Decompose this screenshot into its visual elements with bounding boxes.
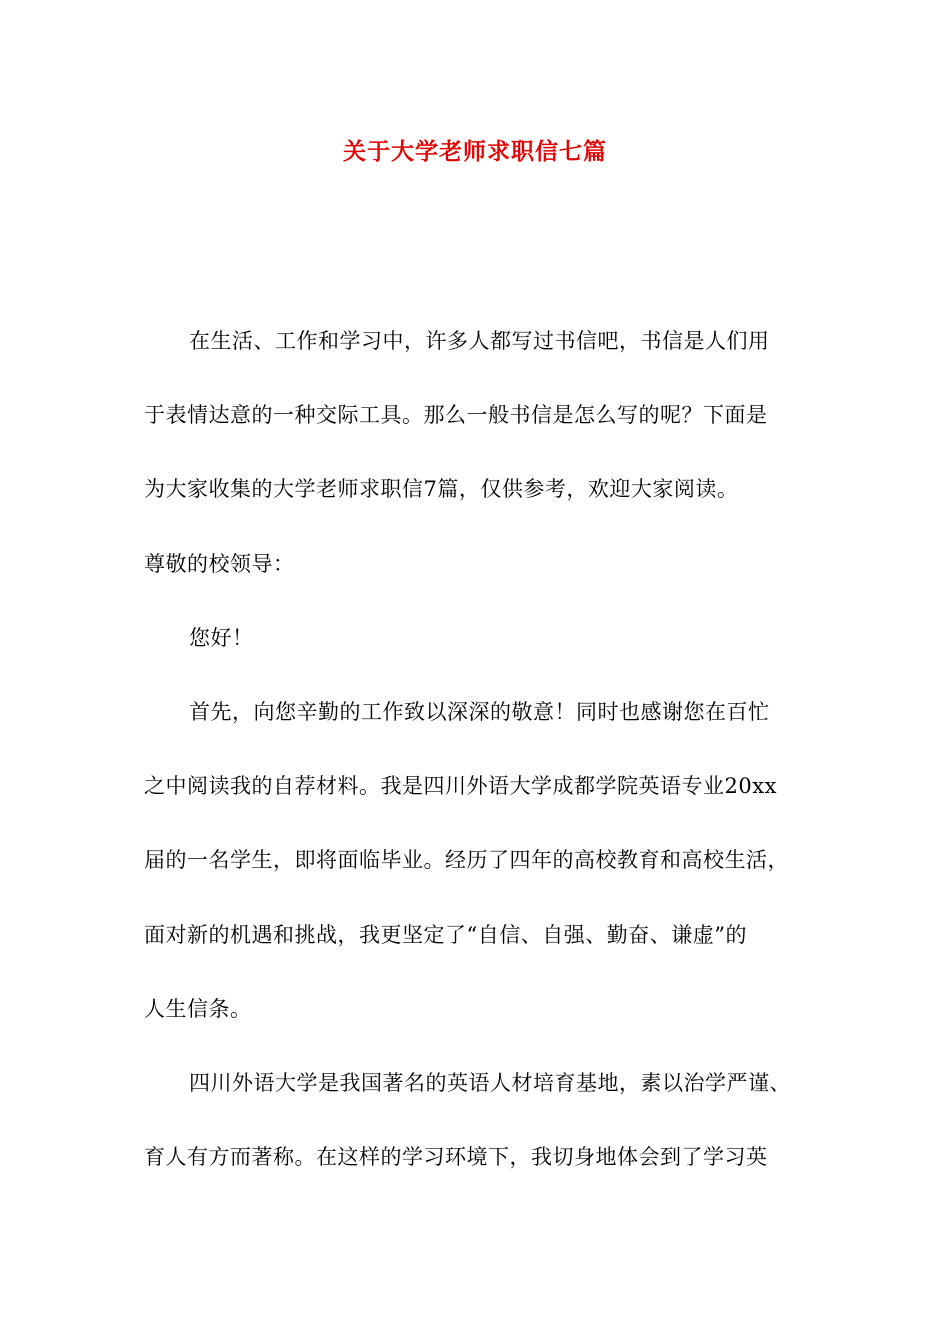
document-body: [144, 323, 812, 1213]
text-line: 面对新的机遇和挑战，我更坚定了“自信、自强、勤奋、谦虚”的: [144, 922, 747, 947]
text-line: 届的一名学生，即将面临毕业。经历了四年的高校教育和高校生活，: [144, 848, 789, 873]
text-line: 之中阅读我的自荐材料。我是四川外语大学成都学院英语专业20xx: [144, 774, 777, 799]
text-line: 四川外语大学是我国著名的英语人材培育基地，素以治学严谨、: [189, 1070, 791, 1095]
text-line: 为大家收集的大学老师求职信7篇，仅供参考，欢迎大家阅读。: [144, 477, 739, 502]
text-line: 人生信条。: [144, 996, 252, 1021]
salutation: 尊敬的校领导：: [144, 551, 295, 576]
document-title: 关于大学老师求职信七篇: [343, 139, 607, 165]
text-line: 首先，向您辛勤的工作致以深深的敬意！同时也感谢您在百忙: [189, 699, 770, 724]
text-line: 于表情达意的一种交际工具。那么一般书信是怎么写的呢？下面是: [144, 403, 768, 428]
greeting: 您好！: [189, 625, 254, 650]
text-line: 在生活、工作和学习中，许多人都写过书信吧，书信是人们用: [189, 329, 770, 353]
text-line: 育人有方而著称。在这样的学习环境下，我切身地体会到了学习英: [144, 1145, 768, 1170]
